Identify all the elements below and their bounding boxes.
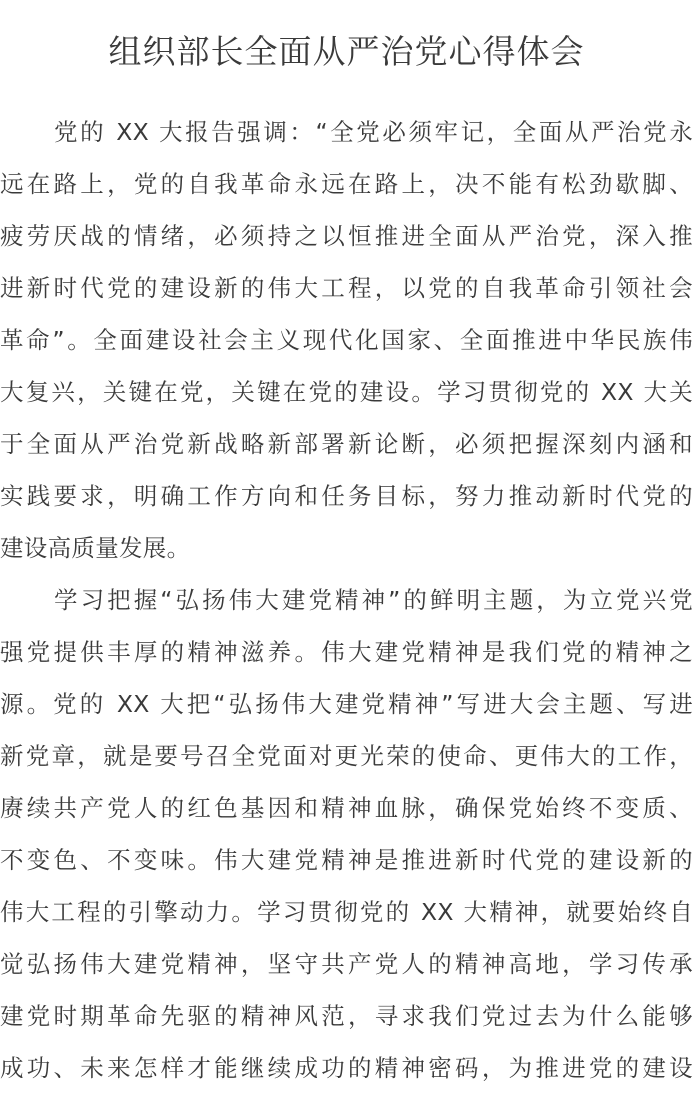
paragraph-line: 疲劳厌战的情绪，必须持之以恒推进全面从严治党，深入推 (0, 222, 693, 250)
paragraph-line: 学习把握“弘扬伟大建党精神”的鲜明主题，为立党兴党 (54, 586, 693, 614)
paragraph-line: 赓续共产党人的红色基因和精神血脉，确保党始终不变质、 (0, 794, 693, 822)
paragraph-line: 革命”。全面建设社会主义现代化国家、全面推进中华民族伟 (0, 326, 693, 354)
paragraph-line: 大复兴，关键在党，关键在党的建设。学习贯彻党的 XX 大关 (0, 378, 693, 406)
paragraph-line: 党的 XX 大报告强调：“全党必须牢记，全面从严治党永 (54, 118, 693, 146)
paragraph-line: 成功、未来怎样才能继续成功的精神密码，为推进党的建设 (0, 1054, 693, 1082)
paragraph-line: 源。党的 XX 大把“弘扬伟大建党精神”写进大会主题、写进 (0, 690, 693, 718)
paragraph-line: 实践要求，明确工作方向和任务目标，努力推动新时代党的 (0, 482, 693, 510)
paragraph-line: 不变色、不变味。伟大建党精神是推进新时代党的建设新的 (0, 846, 693, 874)
paragraph-line: 新党章，就是要号召全党面对更光荣的使命、更伟大的工作， (0, 742, 693, 770)
paragraph-line: 于全面从严治党新战略新部署新论断，必须把握深刻内涵和 (0, 430, 693, 458)
paragraph-line: 建党时期革命先驱的精神风范，寻求我们党过去为什么能够 (0, 1002, 693, 1030)
paragraph-line: 远在路上，党的自我革命永远在路上，决不能有松劲歇脚、 (0, 170, 693, 198)
paragraph-line: 进新时代党的建设新的伟大工程，以党的自我革命引领社会 (0, 274, 693, 302)
paragraph-line: 建设高质量发展。 (0, 534, 191, 562)
paragraph-2 (0, 574, 693, 1094)
paragraph-line: 强党提供丰厚的精神滋养。伟大建党精神是我们党的精神之 (0, 638, 693, 666)
paragraph-1 (0, 106, 693, 574)
paragraph-line: 觉弘扬伟大建党精神，坚守共产党人的精神高地，学习传承 (0, 950, 693, 978)
paragraph-line: 伟大工程的引擎动力。学习贯彻党的 XX 大精神，就要始终自 (0, 898, 693, 926)
document-title: 组织部长全面从严治党心得体会 (108, 32, 585, 71)
